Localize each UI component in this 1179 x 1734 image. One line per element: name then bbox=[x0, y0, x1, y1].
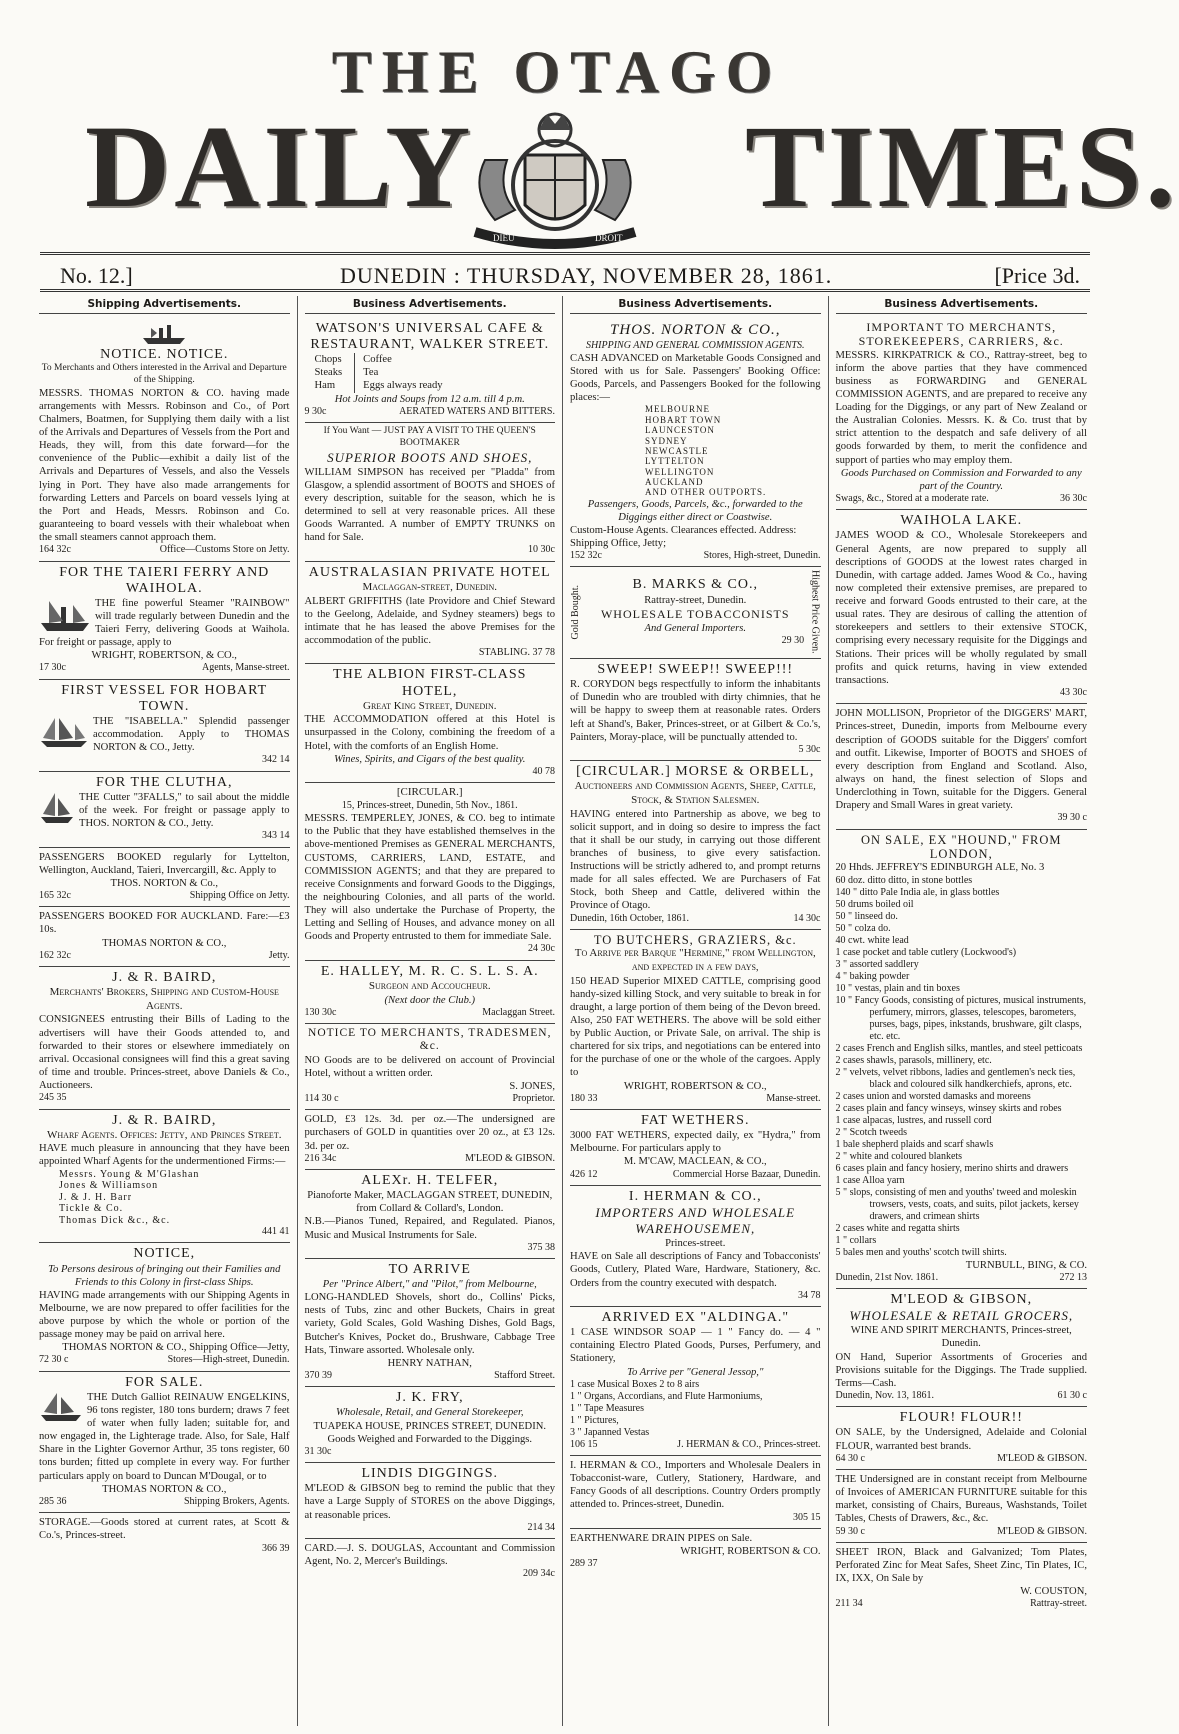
ad-morse-orbell bbox=[570, 761, 821, 930]
ad-ref: 59 30 c bbox=[835, 1525, 865, 1537]
ad-signature: THOMAS NORTON & CO., bbox=[102, 937, 227, 949]
ad-title: FOR THE CLUTHA, bbox=[96, 774, 233, 790]
masthead-times: TIMES. bbox=[745, 101, 1179, 232]
list-item: 1 case Alloa yarn bbox=[835, 1174, 905, 1186]
ad-norton-agents bbox=[570, 318, 821, 567]
ad-title: THOS. NORTON & CO., bbox=[610, 322, 781, 338]
ad-address: J. HERMAN & CO., Princes-street. bbox=[677, 1438, 821, 1450]
ad-title: ON SALE, EX "HOUND," FROM LONDON, bbox=[861, 832, 1062, 862]
ad-ref: 180 33 bbox=[570, 1092, 598, 1104]
ad-body: CONSIGNEES entrusting their Bills of Lading to the advertisers will have their Goods attended to, and forwarded to their stores or elsewhere immediately on arrival. Occasional consignees will find this a great saving of time and trouble. Princes-street, above Daniels & Co., Auctioneers. bbox=[39, 1014, 290, 1092]
ad-signature: TURNBULL, BING, & CO. bbox=[965, 1259, 1087, 1271]
ad-body: HAVE on Sale all descriptions of Fancy and Tobacconists' Goods, Cutlery, Plated Ware, Hardware, Stationery, &c. Orders from the country executed with despatch. bbox=[570, 1251, 821, 1289]
ad-title: FAT WETHERS. bbox=[641, 1113, 750, 1129]
ad-body: 1 CASE WINDSOR SOAP — 1 " Fancy do. — 4 " containing Electro Plated Goods, Purses, Perfumery, and Stationery, bbox=[570, 1327, 821, 1365]
ad-body: 150 HEAD Superior MIXED CATTLE, comprising good handy-sized killing Stock, and very suitable to break in for draught, a large portion of them being of the Devon breed. Also, 250 FAT WETHERS. The above will be sold either by Public Auction, or Private Sale, on arrival. The ship is chartered for six trips, and negotiations can be entered into for the purchase of one or the whole of the cargoes. Apply to bbox=[570, 975, 821, 1079]
ad-title: SWEEP! SWEEP!! SWEEP!!! bbox=[597, 662, 794, 678]
ad-clutha bbox=[39, 772, 290, 848]
ad-ref: Dunedin, Nov. 13, 1861. bbox=[835, 1389, 935, 1401]
ad-kirkpatrick bbox=[836, 318, 1088, 510]
ad-body: CARD.—J. S. DOUGLAS, Accountant and Commission Agent, No. 2, Mercer's Buildings. bbox=[304, 1543, 555, 1568]
ad-galliot-sale bbox=[39, 1372, 290, 1513]
column-header: Shipping Advertisements. bbox=[39, 296, 290, 314]
list-item: 5 " slops, consisting of men and youths' tweed and moleskin trowsers, vests, coats, and suits, pilot jackets, kersey drawers, and crimean shirts bbox=[835, 1186, 1079, 1222]
ad-body: NO Goods are to be delivered on account of Provincial Hotel, without a written order. bbox=[304, 1054, 555, 1079]
ad-body: THE Dutch Galliot REINAUW ENGELKINS, 96 tons register, 180 tons burdern; draws 7 feet of water when fully laden; suitable for, and now engaged in, the Lighterage trade. Also, for Sale, Half Share in the Lighter Governor Arthur, 35 tons register, 60 tons burden; fitted up complete in every way. For further particulars apply on board to Duncan M'Dougal, or to bbox=[39, 1391, 290, 1482]
ad-title: M'LEOD & GIBSON, bbox=[890, 1292, 1033, 1308]
list-item: J. & J. H. Barr bbox=[59, 1191, 133, 1203]
list-item: LYTTELTON bbox=[645, 456, 705, 467]
ad-body: THE ACCOMMODATION offered at this Hotel is unsurpassed in the Colony, combining the freedom of a Hotel, with the comforts of an English Home. bbox=[304, 714, 555, 752]
ad-title: NOTICE TO MERCHANTS, TRADESMEN, &c. bbox=[308, 1027, 552, 1053]
ad-body: JAMES WOOD & CO., Wholesale Storekeepers and General Agents, are now prepared to supply all descriptions of GOODS at the lowest rates charged in Dunedin, with cartage added. James Wood & Co., having now completed their extensive premises, are prepared to receive and forward Goods entrusted to their care, at the usual rates. They are desirous of calling the attention of storekeepers and settlers to their extensive STOCK, comprising every necessary requisite for the Diggings and Stations. Their prices will be wholly regulated by small profits and quick returns, having in view extended transactions. bbox=[835, 530, 1087, 686]
ad-body: MESSRS. TEMPERLEY, JONES, & CO. beg to intimate to the Public that they have established themselves in the above-mentioned Premises as GENERAL MERCHANTS, CUSTOMS, CARRIERS, LAND, ESTATE, and COMMISSION AGENTS; and that they are prepared to receive Consignments and forward Goods to the Diggings, the neighbouring Colonies, and all parts of the world. They will also undertake the Purchase of Property, the Letting and Selling of Houses, and advance money on all Goods and Property entrusted to them for immediate Sale. bbox=[304, 813, 555, 943]
ad-body: THE Undersigned are in constant receipt from Melbourne of Invoices of AMERICAN FURNITURE suitable for this market, consisting of Chairs, Bureaus, Washstands, Toilet Tables, Chests of Drawers, &c., &c. bbox=[835, 1474, 1087, 1525]
ad-signature: S. JONES, bbox=[509, 1080, 555, 1092]
list-item: 50 drums boiled oil bbox=[835, 898, 914, 910]
ad-herman-dealers bbox=[570, 1456, 821, 1529]
ad-albion-hotel bbox=[305, 664, 556, 783]
ad-taieri-ferry bbox=[39, 562, 290, 680]
ad-american-furniture bbox=[836, 1470, 1088, 1543]
ad-signature: THOS. NORTON & Co., bbox=[110, 877, 218, 889]
ad-subtitle: Wharf Agents. Offices: Jetty, and Princes Street. bbox=[47, 1128, 282, 1141]
ad-title: B. MARKS & CO., bbox=[632, 577, 758, 593]
ad-signature: WRIGHT, ROBERTSON, & CO., bbox=[91, 650, 237, 662]
list-item: 10 " vestas, plain and tin boxes bbox=[835, 982, 960, 994]
ad-ex-hound bbox=[836, 830, 1088, 1289]
ad-subtitle: To Merchants and Others interested in the Arrival and Departure of the Shipping. bbox=[41, 363, 287, 385]
ad-title: FIRST VESSEL FOR HOBART TOWN. bbox=[61, 682, 268, 714]
ad-italic: Wines, Spirits, and Cigars of the best quality. bbox=[334, 753, 526, 765]
ad-ref: 426 12 bbox=[570, 1168, 598, 1180]
ad-body: PASSENGERS BOOKED FOR AUCKLAND. Fare:—£3 10s. bbox=[39, 911, 290, 936]
ad-signature: W. COUSTON, bbox=[1020, 1586, 1087, 1598]
ad-to-arrive-nathan bbox=[305, 1259, 556, 1387]
crest-motto-left: DIEU bbox=[493, 233, 515, 243]
ad-italic: And General Importers. bbox=[644, 622, 746, 634]
ad-body: 3000 FAT WETHERS, expected daily, ex "Hydra," from Melbourne. For particulars apply to bbox=[570, 1130, 821, 1155]
ad-address: Stafford Street. bbox=[494, 1369, 555, 1381]
ad-title: FOR SALE. bbox=[125, 1374, 204, 1390]
ad-address: Maclaggan Street. bbox=[482, 1006, 555, 1018]
ad-passengers-booked bbox=[39, 848, 290, 908]
side-label-right: Highest Price Given. bbox=[809, 570, 821, 655]
ad-address: 61 30 c bbox=[1057, 1389, 1087, 1401]
masthead-daily: DAILY bbox=[85, 101, 475, 232]
ad-body: GOLD, £3 12s. 3d. per oz.—The undersigned are purchasers of GOLD in quantities over 20 oz., at £3 12s. 3d. per oz. bbox=[304, 1114, 555, 1152]
ad-italic: Goods Purchased on Commission and Forwarded to any part of the Country. bbox=[840, 467, 1082, 492]
ad-title: SUPERIOR BOOTS AND SHOES, bbox=[327, 449, 533, 465]
list-item: 50 " colza do. bbox=[835, 922, 891, 934]
ad-body: PASSENGERS BOOKED regularly for Lyttelton, Wellington, Auckland, Taieri, Invercargill, &c. Apply to bbox=[39, 851, 290, 876]
list-item: SYDNEY bbox=[645, 435, 688, 446]
ad-address: 342 14 bbox=[262, 754, 290, 766]
list-item: 2 cases union and worsted damasks and moreens bbox=[835, 1090, 1031, 1102]
list-item: Messrs. Young & M'Glashan bbox=[59, 1168, 200, 1180]
issue-price: [Price 3d. bbox=[994, 263, 1080, 288]
ad-italic: To Arrive per "General Jessop," bbox=[627, 1366, 764, 1378]
ad-watsons-cafe bbox=[305, 318, 556, 423]
column-business-1 bbox=[298, 296, 564, 1726]
ad-subtitle: If You Want — JUST PAY A VISIT TO THE QUEEN'S BOOTMAKER bbox=[323, 426, 536, 448]
ad-body: SHEET IRON, Black and Galvanized; Tom Plates, Perforated Zinc for Meat Safes, Sheet Zinc, Tin Plates, IC, IX, IXX, On Sale by bbox=[835, 1546, 1087, 1585]
ad-address: Agents, Manse-street. bbox=[202, 662, 290, 674]
list-item: 4 " baking powder bbox=[835, 970, 910, 982]
ad-body: THE Cutter "3FALLS," to sail about the middle of the week. For freight or passage apply to THOS. NORTON & CO., Jetty. bbox=[79, 791, 290, 830]
ad-ref: 106 15 bbox=[570, 1438, 598, 1450]
ad-body: MESSRS. KIRKPATRICK & CO., Rattray-street, beg to inform the above parties that they have commenced business as FORWARDING and GENERAL COMMISSION AGENTS, and are prepared to receive any Loading for the Diggings, or any part of New Zealand or the Australian Colonies. Messrs. K. & Co. trust that by strict attention to the despatch and safe delivery of all goods forwarded by them, to merit the confidence and support of parties who may employ them. bbox=[835, 349, 1087, 466]
ad-ref: 130 30c bbox=[304, 1006, 337, 1018]
ad-body: CASH ADVANCED on Marketable Goods Consigned and Stored with us for Sale. Passengers' Booking Office: Goods, Parcels, and Passengers Booked for the following places:— bbox=[570, 352, 821, 404]
ad-address: 10 30c bbox=[528, 544, 555, 556]
list-item: 10 " Fancy Goods, consisting of pictures, musical instruments, perfumery, mirrors, glasses, telescopes, barometers, purses, bags, pipes, inkstands, brushware, gilt clasps, etc. etc. bbox=[835, 994, 1086, 1042]
ad-title: J. & R. BAIRD, bbox=[112, 970, 217, 986]
ad-ref: 64 30 c bbox=[835, 1452, 865, 1464]
list-item: 1 bale shepherd plaids and scarf shawls bbox=[835, 1138, 994, 1150]
list-item: 5 bales men and youths' scotch twill shirts. bbox=[835, 1246, 1007, 1258]
issue-place-date: DUNEDIN : THURSDAY, NOVEMBER 28, 1861. bbox=[340, 263, 833, 288]
ad-signature: HENRY NATHAN, bbox=[387, 1357, 472, 1369]
menu-list-right: Coffee Tea Eggs always ready bbox=[354, 353, 442, 392]
ad-notice-shipping bbox=[39, 318, 290, 562]
list-item: NEWCASTLE bbox=[645, 445, 709, 456]
ad-address: M'LEOD & GIBSON. bbox=[465, 1152, 555, 1164]
list-item: 2 " white and coloured blankets bbox=[835, 1150, 963, 1162]
ad-address: 272 13 bbox=[1059, 1271, 1087, 1283]
ad-title: WAIHOLA LAKE. bbox=[900, 513, 1023, 529]
ad-italic: IMPORTERS AND WHOLESALE WAREHOUSEMEN, bbox=[595, 1205, 796, 1237]
ad-body: STORAGE.—Goods stored at current rates, at Scott & Co.'s, Princes-street. bbox=[39, 1517, 290, 1542]
ad-subtitle: Merchants' Brokers, Shipping and Custom-House Agents. bbox=[49, 986, 279, 1012]
steamship-icon bbox=[139, 323, 189, 345]
ad-address: 209 34c bbox=[523, 1568, 555, 1580]
list-item: Thomas Dick &c., &c. bbox=[59, 1214, 171, 1226]
ad-ref: 31 30c bbox=[304, 1445, 332, 1457]
ad-gold-purchase bbox=[305, 1110, 556, 1170]
ad-title: ARRIVED EX "ALDINGA." bbox=[601, 1310, 790, 1326]
ad-signature: Custom-House Agents. Clearances effected. Address: Shipping Office, Jetty; bbox=[570, 524, 797, 549]
menu-list-left: Chops Steaks Ham bbox=[314, 354, 343, 392]
ad-address: M'LEOD & GIBSON. bbox=[997, 1525, 1087, 1537]
ad-title: NOTICE, bbox=[133, 1246, 196, 1262]
ad-body: ON Hand, Superior Assortments of Groceries and Provisions suitable for the Diggings. The Trade supplied. Terms—Cash. bbox=[835, 1351, 1087, 1389]
ad-address: Shipping Brokers, Agents. bbox=[183, 1495, 290, 1507]
ad-fry-storekeeper bbox=[305, 1387, 556, 1463]
ad-mollison-diggers-mart bbox=[836, 704, 1088, 829]
ad-title: E. HALLEY, M. R. C. S. L. S. A. bbox=[320, 963, 539, 979]
ad-address: 305 15 bbox=[793, 1511, 821, 1523]
ad-ref: 17 30c bbox=[39, 662, 66, 674]
ad-address: Proprietor. bbox=[512, 1092, 555, 1104]
ad-flour bbox=[836, 1407, 1088, 1470]
ad-address: 24 30c bbox=[528, 943, 555, 955]
column-header: Business Advertisements. bbox=[570, 296, 821, 314]
list-item: 1 " Organs, Accordians, and Flute Harmoniums, bbox=[570, 1390, 763, 1402]
ad-baird-wharf bbox=[39, 1110, 290, 1244]
column-header: Business Advertisements. bbox=[305, 296, 556, 314]
ad-italic: To Persons desirous of bringing out their Families and Friends to this Colony in first-class Ships. bbox=[48, 1263, 281, 1288]
ad-storage bbox=[39, 1513, 290, 1559]
ad-ref: 165 32c bbox=[39, 889, 71, 901]
ad-subtitle: Surgeon and Accoucheur. bbox=[368, 979, 491, 992]
ad-address: Shipping Office on Jetty. bbox=[189, 889, 290, 901]
dateline-bar bbox=[40, 252, 1090, 292]
ad-subtitle: Maclaggan-street, Dunedin. bbox=[362, 580, 498, 593]
column-business-3 bbox=[829, 296, 1095, 1726]
ad-address: 366 39 bbox=[262, 1542, 290, 1554]
list-item: 1 case alpacas, lustres, and russell cord bbox=[835, 1114, 992, 1126]
list-item: Tickle & Co. bbox=[59, 1203, 124, 1215]
ad-subtitle: Auctioneers and Commission Agents, Sheep, Cattle, Stock, & Station Salesmen. bbox=[574, 780, 816, 806]
list-item: 1 case pocket and table cutlery (Lockwood's) bbox=[835, 946, 1017, 958]
ad-body: HAVE much pleasure in announcing that they have been appointed Wharf Agents for the undermentioned Firms:— bbox=[39, 1143, 290, 1168]
ad-body: N.B.—Pianos Tuned, Repaired, and Regulated. Pianos, Music and Musical Instruments for Sale. bbox=[304, 1216, 555, 1241]
ad-address: AERATED WATERS AND BITTERS. bbox=[399, 405, 555, 417]
ad-address: 441 41 bbox=[262, 1226, 290, 1238]
ad-subtitle: Pianoforte Maker, MACLAGGAN STREET, DUNEDIN, from Collard & Collard's, London. bbox=[307, 1190, 553, 1215]
ad-mcleod-grocers bbox=[836, 1289, 1088, 1407]
ad-body: LONG-HANDLED Shovels, short do., Collins' Picks, nests of Tubs, zinc and other Buckets, Chairs in great variety, Gold Scales, Gold Washing Dishes, Gold Bags, Butcher's Knives, Pocket do., Brushware, Cabbage Tree Hats, Tinware assorted. Wholesale only. bbox=[304, 1292, 555, 1356]
list-item: 50 " linseed do. bbox=[835, 910, 898, 922]
ad-signature: WRIGHT, ROBERTSON & CO. bbox=[680, 1546, 821, 1558]
ad-boots-shoes bbox=[305, 423, 556, 562]
ad-subtitle: Great King Street, Dunedin. bbox=[363, 699, 497, 712]
list-item: Jones & Williamson bbox=[59, 1180, 159, 1192]
ad-italic: Passengers, Goods, Parcels, &c., forwarded to the Diggings either direct or Coastwise. bbox=[587, 498, 803, 523]
ad-address: Manse-street. bbox=[766, 1092, 821, 1104]
ad-waihola-lake bbox=[836, 510, 1088, 704]
ad-baird-brokers bbox=[39, 967, 290, 1109]
ad-title: IMPORTANT TO MERCHANTS, STOREKEEPERS, CARRIERS, &c. bbox=[858, 320, 1064, 348]
ad-italic: Per "Prince Albert," and "Pilot," from Melbourne, bbox=[322, 1279, 537, 1291]
list-item: AUCKLAND bbox=[645, 476, 704, 487]
ad-telfer-pianos bbox=[305, 1170, 556, 1259]
ad-body: WHOLESALE TOBACCONISTS bbox=[600, 606, 790, 621]
ad-address: 29 30 bbox=[781, 634, 805, 646]
ad-columns bbox=[32, 296, 1094, 1726]
ad-body: THE "ISABELLA." Splendid passenger accommodation. Apply to THOMAS NORTON & CO., Jetty. bbox=[93, 715, 290, 754]
ad-australasian-hotel bbox=[305, 562, 556, 665]
ad-signature: THOMAS NORTON & CO., Shipping Office—Jetty, bbox=[62, 1342, 290, 1354]
ad-passengers-auckland bbox=[39, 907, 290, 967]
list-item: 2 cases shawls, parasols, millinery, etc. bbox=[835, 1054, 992, 1066]
ad-title: [CIRCULAR.] bbox=[396, 786, 463, 799]
list-item: 1 " collars bbox=[835, 1234, 877, 1246]
ad-drain-pipes bbox=[570, 1529, 821, 1575]
ad-italic: Hot Joints and Soups from 12 a.m. till 4 p.m. bbox=[334, 393, 525, 405]
ad-title: TO ARRIVE bbox=[388, 1262, 471, 1278]
steamer-icon bbox=[39, 597, 91, 633]
ad-title: J. K. FRY, bbox=[395, 1390, 464, 1406]
ad-ref: 164 32c bbox=[39, 544, 71, 556]
list-item: 140 " ditto Pale India ale, in glass bottles bbox=[835, 886, 1000, 898]
ad-title: WATSON'S UNIVERSAL CAFE & RESTAURANT, WALKER STREET. bbox=[310, 321, 550, 353]
ad-subtitle: TUAPEKA HOUSE, PRINCES STREET, DUNEDIN. bbox=[313, 1420, 547, 1432]
ad-ref: 162 32c bbox=[39, 949, 71, 961]
ad-italic: Wholesale, Retail, and General Storekeeper, bbox=[335, 1407, 524, 1419]
list-item: 60 doz. ditto ditto, in stone bottles bbox=[835, 874, 973, 886]
ad-body: 20 Hhds. JEFFREY'S EDINBURGH ALE, No. 3 bbox=[835, 862, 1045, 874]
ad-body: ON SALE, by the Undersigned, Adelaide and Colonial FLOUR, warranted best brands. bbox=[835, 1427, 1087, 1452]
ad-address: 36 30c bbox=[1060, 492, 1087, 504]
ad-douglas-card bbox=[305, 1539, 556, 1585]
ad-title: J. & R. BAIRD, bbox=[112, 1112, 217, 1128]
crest-motto-right: DROIT bbox=[595, 233, 623, 243]
ad-title: I. HERMAN & CO., bbox=[628, 1188, 762, 1204]
ad-ref: 245 35 bbox=[39, 1092, 67, 1104]
ad-title: NOTICE. NOTICE. bbox=[100, 347, 229, 362]
list-item: AND OTHER OUTPORTS. bbox=[645, 487, 767, 498]
ad-ref: 289 37 bbox=[570, 1558, 598, 1570]
list-item: 2 " velvets, velvet ribbons, ladies and gentlemen's neck ties, black and coloured silk handkerchiefs, aprons, etc. bbox=[835, 1066, 1076, 1090]
ad-body: I. HERMAN & CO., Importers and Wholesale Dealers in Tobacconist-ware, Cutlery, Stationery, Hardware, and Fancy Goods of all descriptions. Country Orders promptly attended to. Princes-street, Dunedin. bbox=[570, 1460, 821, 1511]
list-item: LAUNCESTON bbox=[645, 425, 715, 436]
ad-lindis-diggings bbox=[305, 1463, 556, 1539]
ad-marks-tobacconists bbox=[570, 567, 821, 659]
ad-subtitle: Princes-street. bbox=[665, 1238, 726, 1250]
sailing-ship-icon bbox=[39, 715, 89, 749]
ad-address: Stores—High-street, Dunedin. bbox=[167, 1354, 290, 1366]
ad-body: MESSRS. THOMAS NORTON & CO. having made arrangements with Messrs. Robinson and Co., of Port Chalmers, Boatmen, for Supplying them daily with a list of the Arrivals and Departures of Vessels from the Port and Heads, they will, from this date forward—for the convenience of the Public—exhibit a daily list of the Arrivals and Departures of Vessels, and also the Vessels lying in Port. They have also made arrangements for forwarding Letters and Parcels on board vessels lying at the Port and Heads, Messrs. Robinson and Co. guaranteeing to board vessels with their whaleboat when the small steamers cannot approach them. bbox=[39, 387, 290, 543]
ad-address: 214 34 bbox=[527, 1521, 555, 1533]
list-item: MELBOURNE bbox=[645, 404, 710, 415]
ad-address: Jetty. bbox=[268, 949, 290, 961]
ad-body: HAVING entered into Partnership as above, we beg to solicit support, and in doing so desire to impress the fact that it shall be our study, in carrying out those different branches of business, to give every satisfaction. Instructions will be strictly adhered to, and prompt returns made for all sales effected. We are Purchasers of Fat Stock, both Sheep and Cattle, delivered within the Province of Otago. bbox=[570, 808, 821, 912]
list-item: 1 " Tape Measures bbox=[570, 1402, 645, 1414]
galliot-icon bbox=[39, 1391, 83, 1423]
ad-title: THE ALBION FIRST-CLASS HOTEL, bbox=[333, 667, 527, 699]
list-item: 2 cases plain and fancy winseys, winsey skirts and robes bbox=[835, 1102, 1062, 1114]
ad-corydon-sweep bbox=[570, 659, 821, 761]
royal-crest-icon bbox=[455, 100, 655, 248]
ad-address: 5 30c bbox=[798, 743, 821, 755]
ad-body: Goods Weighed and Forwarded to the Diggings. bbox=[327, 1433, 533, 1445]
ad-sheet-iron bbox=[836, 1543, 1088, 1615]
ad-address: 43 30c bbox=[1060, 686, 1087, 698]
ad-title: LINDIS DIGGINGS. bbox=[361, 1466, 499, 1482]
list-item: 3 " Japanned Vestas bbox=[570, 1426, 650, 1438]
ad-address: 34 78 bbox=[798, 1289, 821, 1301]
ad-body: WILLIAM SIMPSON has received per "Pladda" from Glasgow, a splendid assortment of BOOTS and SHOES of every description, suitable for the season, which he is determined to sell at very reasonable prices. All these Goods Warranted. A number of EMPTY TRUNKS on hand for Sale. bbox=[304, 466, 555, 544]
ad-address: 40 78 bbox=[532, 765, 555, 777]
ad-notice-merchants bbox=[305, 1024, 556, 1110]
ad-notice-families bbox=[39, 1243, 290, 1371]
ad-italic: WHOLESALE & RETAIL GROCERS, bbox=[849, 1308, 1074, 1324]
ad-butchers-graziers bbox=[570, 930, 821, 1110]
cutter-icon bbox=[39, 791, 75, 825]
ad-address: Office—Customs Store on Jetty. bbox=[159, 544, 290, 556]
list-item: 3 " assorted saddlery bbox=[835, 958, 919, 970]
ad-ref: 211 34 bbox=[835, 1598, 863, 1610]
ad-address: Rattray-street. bbox=[1030, 1598, 1087, 1610]
ad-address: Commercial Horse Bazaar, Dunedin. bbox=[672, 1168, 821, 1180]
ad-ref: 9 30c bbox=[304, 405, 327, 417]
list-item: 6 cases plain and fancy hosiery, merino shirts and drawers bbox=[835, 1162, 1069, 1174]
ad-title: AUSTRALASIAN PRIVATE HOTEL bbox=[308, 564, 551, 580]
ad-body: HAVING made arrangements with our Shipping Agents in Melbourne, we are now prepared to offer facilities for the above purpose by which the whole or portion of the passage money may be paid on arrival here. bbox=[39, 1289, 290, 1341]
ad-ref: Swags, &c., Stored at a moderate rate. bbox=[835, 492, 989, 504]
ad-address: 39 30 c bbox=[1057, 812, 1087, 824]
ad-title: FLOUR! FLOUR!! bbox=[899, 1410, 1023, 1426]
ad-signature: M. M'CAW, MACLEAN, & CO., bbox=[623, 1156, 767, 1168]
ad-title: [CIRCULAR.] MORSE & ORBELL, bbox=[576, 764, 815, 780]
ad-subtitle: Rattray-street, Dunedin. bbox=[644, 594, 747, 606]
ad-ref: 152 32c bbox=[570, 550, 602, 562]
ad-subtitle: SHIPPING AND GENERAL COMMISSION AGENTS. bbox=[585, 339, 805, 351]
ad-subtitle: WINE AND SPIRIT MERCHANTS, Princes-street, Dunedin. bbox=[850, 1325, 1072, 1350]
ad-hobart-town bbox=[39, 680, 290, 772]
masthead-top-title: THE OTAGO bbox=[331, 39, 783, 105]
ad-address: STABLING. 37 78 bbox=[478, 647, 555, 659]
ad-halley-surgeon bbox=[305, 961, 556, 1024]
ad-address: 343 14 bbox=[262, 830, 290, 842]
list-item: WELLINGTON bbox=[645, 466, 715, 477]
ad-subtitle: To Arrive per Barque "Hermine," from Wellington, and expected in a few days, bbox=[574, 947, 816, 973]
list-item: HOBART TOWN bbox=[645, 414, 722, 425]
ad-italic: (Next door the Club.) bbox=[384, 994, 476, 1006]
ad-ref: Dunedin, 21st Nov. 1861. bbox=[835, 1271, 939, 1283]
column-business-2 bbox=[563, 296, 829, 1726]
ad-body: ALBERT GRIFFITHS (late Providore and Chief Steward to the Geelong, Adelaide, and Sydney steamers) begs to intimate that he has leased the above Premises for the accommodation of the public. bbox=[304, 595, 555, 646]
ad-title: TO BUTCHERS, GRAZIERS, &c. bbox=[593, 932, 797, 947]
ad-body: R. CORYDON begs respectfully to inform the inhabitants of Dunedin who are troubled with dirty chimnies, that he will be happy to sweep them at reasonable rates. Orders left at Shand's, Baker, Princes-street, or at Gilbert & Co.'s, Painters, Moray-place, will be punctually attended to. bbox=[570, 679, 821, 743]
ad-address: M'LEOD & GIBSON. bbox=[997, 1452, 1087, 1464]
ad-address: Stores, High-street, Dunedin. bbox=[703, 550, 821, 562]
ad-signature: WRIGHT, ROBERTSON & CO., bbox=[623, 1080, 767, 1092]
ad-body: JOHN MOLLISON, Proprietor of the DIGGERS' MART, Princes-street, Dunedin, imports from Melbourne every description of GOODS suitable for the Diggers' comfort and outfit. Likewise, Importer of BOOTS and SHOES of every description from England and Scotland. Also, always on hand, the finest selection of Slops and Underclothing in Town, suitable for the Diggers. General Drapery and Small Wares in great variety. bbox=[835, 708, 1087, 812]
ad-ref: Dunedin, 16th October, 1861. bbox=[570, 912, 690, 924]
ad-title: FOR THE TAIERI FERRY AND WAIHOLA. bbox=[59, 564, 270, 596]
ad-ref: 114 30 c bbox=[304, 1092, 339, 1104]
ad-ref: 72 30 c bbox=[39, 1354, 69, 1366]
column-shipping bbox=[32, 296, 298, 1726]
column-header: Business Advertisements. bbox=[836, 296, 1088, 314]
ad-title: ALEXr. H. TELFER, bbox=[361, 1173, 499, 1189]
ad-address: 375 38 bbox=[527, 1241, 555, 1253]
ad-ref: 370 39 bbox=[304, 1369, 332, 1381]
ad-address: 14 30c bbox=[793, 912, 821, 924]
ad-ref: 216 34c bbox=[304, 1152, 337, 1164]
list-item: 2 " Scotch tweeds bbox=[835, 1126, 908, 1138]
ad-body: M'LEOD & GIBSON beg to remind the public that they have a Large Supply of STORES on the above Diggings, at reasonable prices. bbox=[304, 1483, 555, 1521]
list-item: 1 " Pictures, bbox=[570, 1414, 619, 1426]
ad-ref: 285 36 bbox=[39, 1495, 67, 1507]
list-item: 40 cwt. white lead bbox=[835, 934, 909, 946]
issue-number: No. 12.] bbox=[60, 263, 133, 288]
ad-arrived-aldinga bbox=[570, 1307, 821, 1456]
masthead bbox=[0, 0, 1179, 255]
ad-body: THE fine powerful Steamer "RAINBOW" will trade regularly between Dunedin and the Taieri Ferry, delivering Goods at Waihola. For freight or passage, apply to bbox=[39, 597, 290, 649]
list-item: 2 cases white and regatta shirts bbox=[835, 1222, 960, 1234]
ad-herman-importers bbox=[570, 1186, 821, 1307]
ad-subtitle: 15, Princes-street, Dunedin, 5th Nov., 1861. bbox=[341, 799, 518, 811]
list-item: 1 case Musical Boxes 2 to 8 airs bbox=[570, 1378, 700, 1390]
ad-signature: THOMAS NORTON & CO., bbox=[102, 1483, 227, 1495]
side-label-left: Gold Bought. bbox=[570, 585, 581, 640]
ad-temperley-circular bbox=[305, 783, 556, 961]
ad-body: EARTHENWARE DRAIN PIPES on Sale. bbox=[570, 1532, 753, 1544]
list-item: 2 cases French and English silks, mantles, and steel petticoats bbox=[835, 1042, 1083, 1054]
ad-fat-wethers bbox=[570, 1110, 821, 1186]
